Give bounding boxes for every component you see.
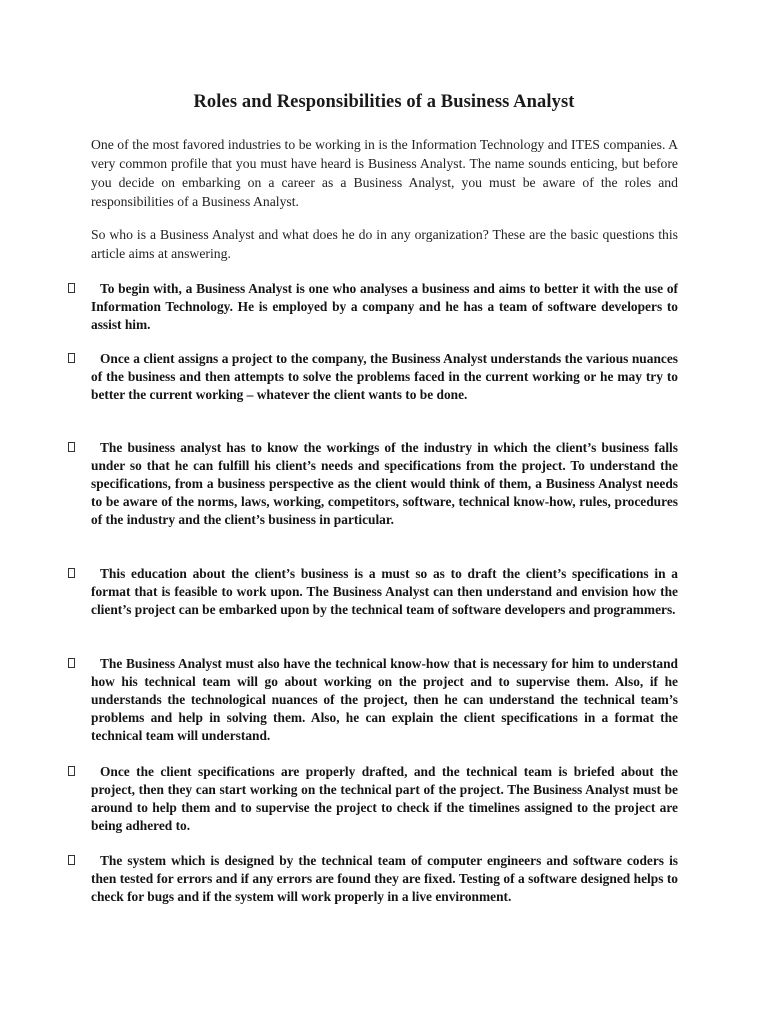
bullet-text: To begin with, a Business Analyst is one who analyses a business and aims to better it with the use of Information Technology. He is employed by a company and he has a team of software developers to assist him. — [91, 281, 678, 332]
intro-paragraph-1: One of the most favored industries to be working in is the Information Technology and ITES companies. A very common profile that you must have heard is Business Analyst. The name sounds enticing, but before you decide on embarking on a career as a Business Analyst, you must be aware of the roles and responsibilities of a Business Analyst. — [91, 137, 678, 209]
bullet-box-icon — [68, 353, 75, 363]
document-title: Roles and Responsibilities of a Business Analyst — [193, 92, 575, 112]
bullet-box-icon — [68, 442, 75, 452]
bullet-text: The system which is designed by the technical team of computer engineers and software coders is then tested for errors and if any errors are found they are fixed. Testing of a software designed helps to check for bugs and if the system will work properly in a live environment. — [91, 853, 678, 904]
bullet-text: The Business Analyst must also have the technical know-how that is necessary for him to understand how his technical team will go about working on the project and to supervise them. Also, if he understands the technological nuances of the project, then he can understand the technical team’s problems and help in solving them. Also, he can explain the client specifications in a format the technical team will understand. — [91, 656, 678, 743]
bullet-text: Once the client specifications are properly drafted, and the technical team is briefed about the project, then they can start working on the technical part of the project. The Business Analyst must be around to help them and to supervise the project to check if the timelines assigned to the project are being adhered to. — [91, 764, 678, 833]
bullet-box-icon — [68, 766, 75, 776]
bullet-box-icon — [68, 658, 75, 668]
bullet-text: The business analyst has to know the workings of the industry in which the client’s business falls under so that he can fulfill his client’s needs and specifications from the project. To understand the specifications, from a business perspective as the client would think of them, a Business Analyst needs to be aware of the norms, laws, working, competitors, software, technical know-how, rules, procedures of the industry and the client’s business in particular. — [91, 440, 678, 527]
bullet-box-icon — [68, 568, 75, 578]
bullet-item-6 — [68, 763, 678, 835]
bullet-item-5 — [68, 655, 678, 745]
bullet-item-1 — [68, 280, 678, 334]
bullet-item-2 — [68, 350, 678, 404]
intro-paragraph-2: So who is a Business Analyst and what does he do in any organization? These are the basic questions this article aims at answering. — [91, 227, 678, 261]
bullet-box-icon — [68, 855, 75, 865]
bullet-item-7 — [68, 852, 678, 906]
bullet-item-4 — [68, 565, 678, 619]
bullet-box-icon — [68, 283, 75, 293]
bullet-text: This education about the client’s business is a must so as to draft the client’s specifications in a format that is feasible to work upon. The Business Analyst can then understand and envision how the client’s project can be embarked upon by the technical team of software developers and programmers. — [91, 566, 678, 617]
bullet-item-3 — [68, 439, 678, 529]
bullet-text: Once a client assigns a project to the company, the Business Analyst understands the various nuances of the business and then attempts to solve the problems faced in the current working or he may try to better the current working – whatever the client wants to be done. — [91, 351, 678, 402]
